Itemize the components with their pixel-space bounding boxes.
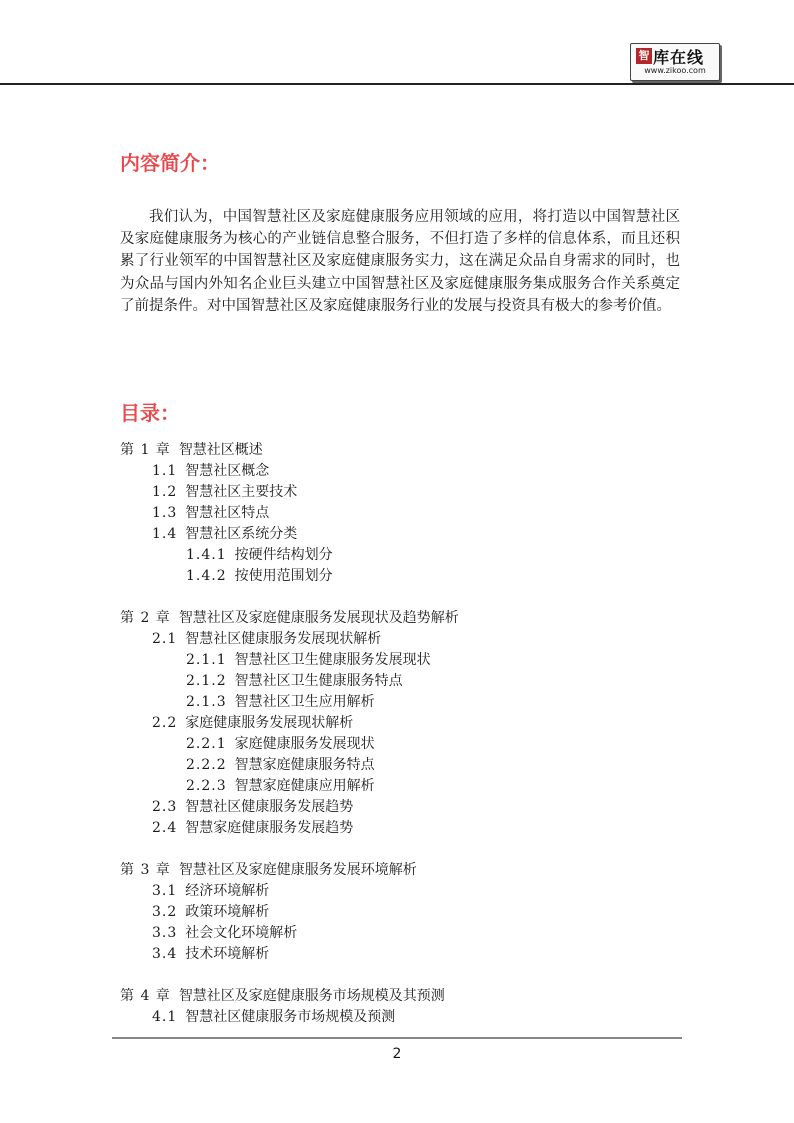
toc-item-title: 政策环境解析: [185, 904, 270, 920]
toc-item[interactable]: [120, 524, 680, 545]
toc-item-number: 2.2.3: [186, 778, 227, 794]
toc-chapter[interactable]: [120, 986, 680, 1007]
toc-item[interactable]: [120, 1007, 680, 1028]
toc-item-number: 2.2.1: [186, 736, 227, 752]
toc-item-title: 家庭健康服务发展现状解析: [185, 715, 354, 731]
toc-item-title: 家庭健康服务发展现状: [234, 736, 375, 752]
toc-item-number: 2.1: [152, 631, 178, 647]
toc-item-title: 智慧社区卫生健康服务特点: [234, 673, 403, 689]
chapter-spacer: [120, 839, 680, 860]
toc-item-title: 技术环境解析: [185, 946, 270, 962]
toc-item-number: 2.3: [152, 799, 178, 815]
toc-item-title: 智慧社区健康服务发展趋势: [185, 799, 354, 815]
toc-item-number: 2.2.2: [186, 757, 227, 773]
toc-item-number: 1.3: [152, 505, 178, 521]
toc-item[interactable]: [120, 566, 680, 587]
toc-item-number: 3.4: [152, 946, 178, 962]
toc-item[interactable]: [120, 692, 680, 713]
header-divider: [0, 83, 794, 85]
toc-item-number: 1.4.2: [186, 568, 227, 584]
toc-item-title: 智慧社区卫生应用解析: [234, 694, 375, 710]
toc-item-title: 智慧社区卫生健康服务发展现状: [234, 652, 431, 668]
toc-item-title: 智慧社区系统分类: [185, 526, 298, 542]
toc-item-title: 智慧社区主要技术: [185, 484, 298, 500]
toc-item-number: 4.1: [152, 1009, 178, 1025]
site-logo: [630, 43, 720, 81]
toc-item-title: 智慧社区健康服务市场规模及预测: [185, 1009, 396, 1025]
table-of-contents: [120, 440, 680, 1028]
toc-item-number: 1.4: [152, 526, 178, 542]
intro-heading: 内容简介：: [120, 151, 220, 175]
toc-item-number: 2.4: [152, 820, 178, 836]
toc-item-title: 智慧家庭健康服务特点: [234, 757, 375, 773]
toc-chapter[interactable]: [120, 608, 680, 629]
toc-item[interactable]: [120, 629, 680, 650]
chapter-spacer: [120, 965, 680, 986]
toc-chapter[interactable]: [120, 860, 680, 881]
toc-item[interactable]: [120, 734, 680, 755]
toc-item-number: 3.1: [152, 883, 178, 899]
toc-item-title: 按使用范围划分: [234, 568, 333, 584]
toc-item-title: 按硬件结构划分: [234, 547, 333, 563]
footer-divider: [112, 1037, 682, 1039]
toc-item-number: 3.2: [152, 904, 178, 920]
toc-chapter-number: 第 4 章: [120, 988, 171, 1004]
toc-item-title: 智慧家庭健康服务发展趋势: [185, 820, 354, 836]
toc-item[interactable]: [120, 545, 680, 566]
toc-item[interactable]: [120, 503, 680, 524]
toc-item[interactable]: [120, 482, 680, 503]
toc-item-title: 智慧家庭健康应用解析: [234, 778, 375, 794]
toc-item[interactable]: [120, 671, 680, 692]
toc-item-number: 1.2: [152, 484, 178, 500]
toc-item-title: 智慧社区特点: [185, 505, 270, 521]
toc-item-title: 社会文化环境解析: [185, 925, 298, 941]
toc-chapter-title: 智慧社区概述: [178, 442, 263, 458]
toc-item-number: 1.1: [152, 463, 178, 479]
toc-item[interactable]: [120, 755, 680, 776]
toc-item-number: 1.4.1: [186, 547, 227, 563]
toc-chapter-title: 智慧社区及家庭健康服务市场规模及其预测: [178, 988, 445, 1004]
toc-item[interactable]: [120, 881, 680, 902]
toc-chapter-title: 智慧社区及家庭健康服务发展现状及趋势解析: [178, 610, 459, 626]
toc-item[interactable]: [120, 461, 680, 482]
toc-chapter-title: 智慧社区及家庭健康服务发展环境解析: [178, 862, 417, 878]
toc-item[interactable]: [120, 650, 680, 671]
logo-title: 库在线: [653, 48, 705, 67]
toc-item-title: 智慧社区概念: [185, 463, 270, 479]
toc-item-title: 经济环境解析: [185, 883, 270, 899]
toc-item[interactable]: [120, 776, 680, 797]
toc-item-number: 3.3: [152, 925, 178, 941]
toc-item-number: 2.1.3: [186, 694, 227, 710]
toc-chapter-number: 第 2 章: [120, 610, 171, 626]
logo-url: www.zikoo.com: [644, 66, 706, 75]
toc-item-number: 2.2: [152, 715, 178, 731]
toc-heading: 目录：: [120, 401, 180, 425]
toc-item[interactable]: [120, 902, 680, 923]
toc-item[interactable]: [120, 923, 680, 944]
intro-paragraph: 我们认为，中国智慧社区及家庭健康服务应用领域的应用，将打造以中国智慧社区及家庭健康服务为核心的产业链信息整合服务，不但打造了多样的信息体系，而且还积累了行业领军的中国智慧社区及家庭健康服务实力，这在满足众品自身需求的同时，也为众品与国内外知名企业巨头建立中国智慧社区及家庭健康服务集成服务合作关系奠定了前提条件。对中国智慧社区及家庭健康服务行业的发展与投资具有极大的参考价值。: [120, 209, 680, 314]
chapter-spacer: [120, 587, 680, 608]
page-number: 2: [392, 1046, 402, 1062]
toc-item[interactable]: [120, 944, 680, 965]
toc-item-title: 智慧社区健康服务发展现状解析: [185, 631, 382, 647]
toc-chapter-number: 第 1 章: [120, 442, 171, 458]
toc-item[interactable]: [120, 797, 680, 818]
toc-item[interactable]: [120, 713, 680, 734]
toc-item-number: 2.1.2: [186, 673, 227, 689]
toc-item-number: 2.1.1: [186, 652, 227, 668]
toc-chapter[interactable]: [120, 440, 680, 461]
logo-mark: 智: [636, 48, 652, 64]
toc-item[interactable]: [120, 818, 680, 839]
toc-chapter-number: 第 3 章: [120, 862, 171, 878]
